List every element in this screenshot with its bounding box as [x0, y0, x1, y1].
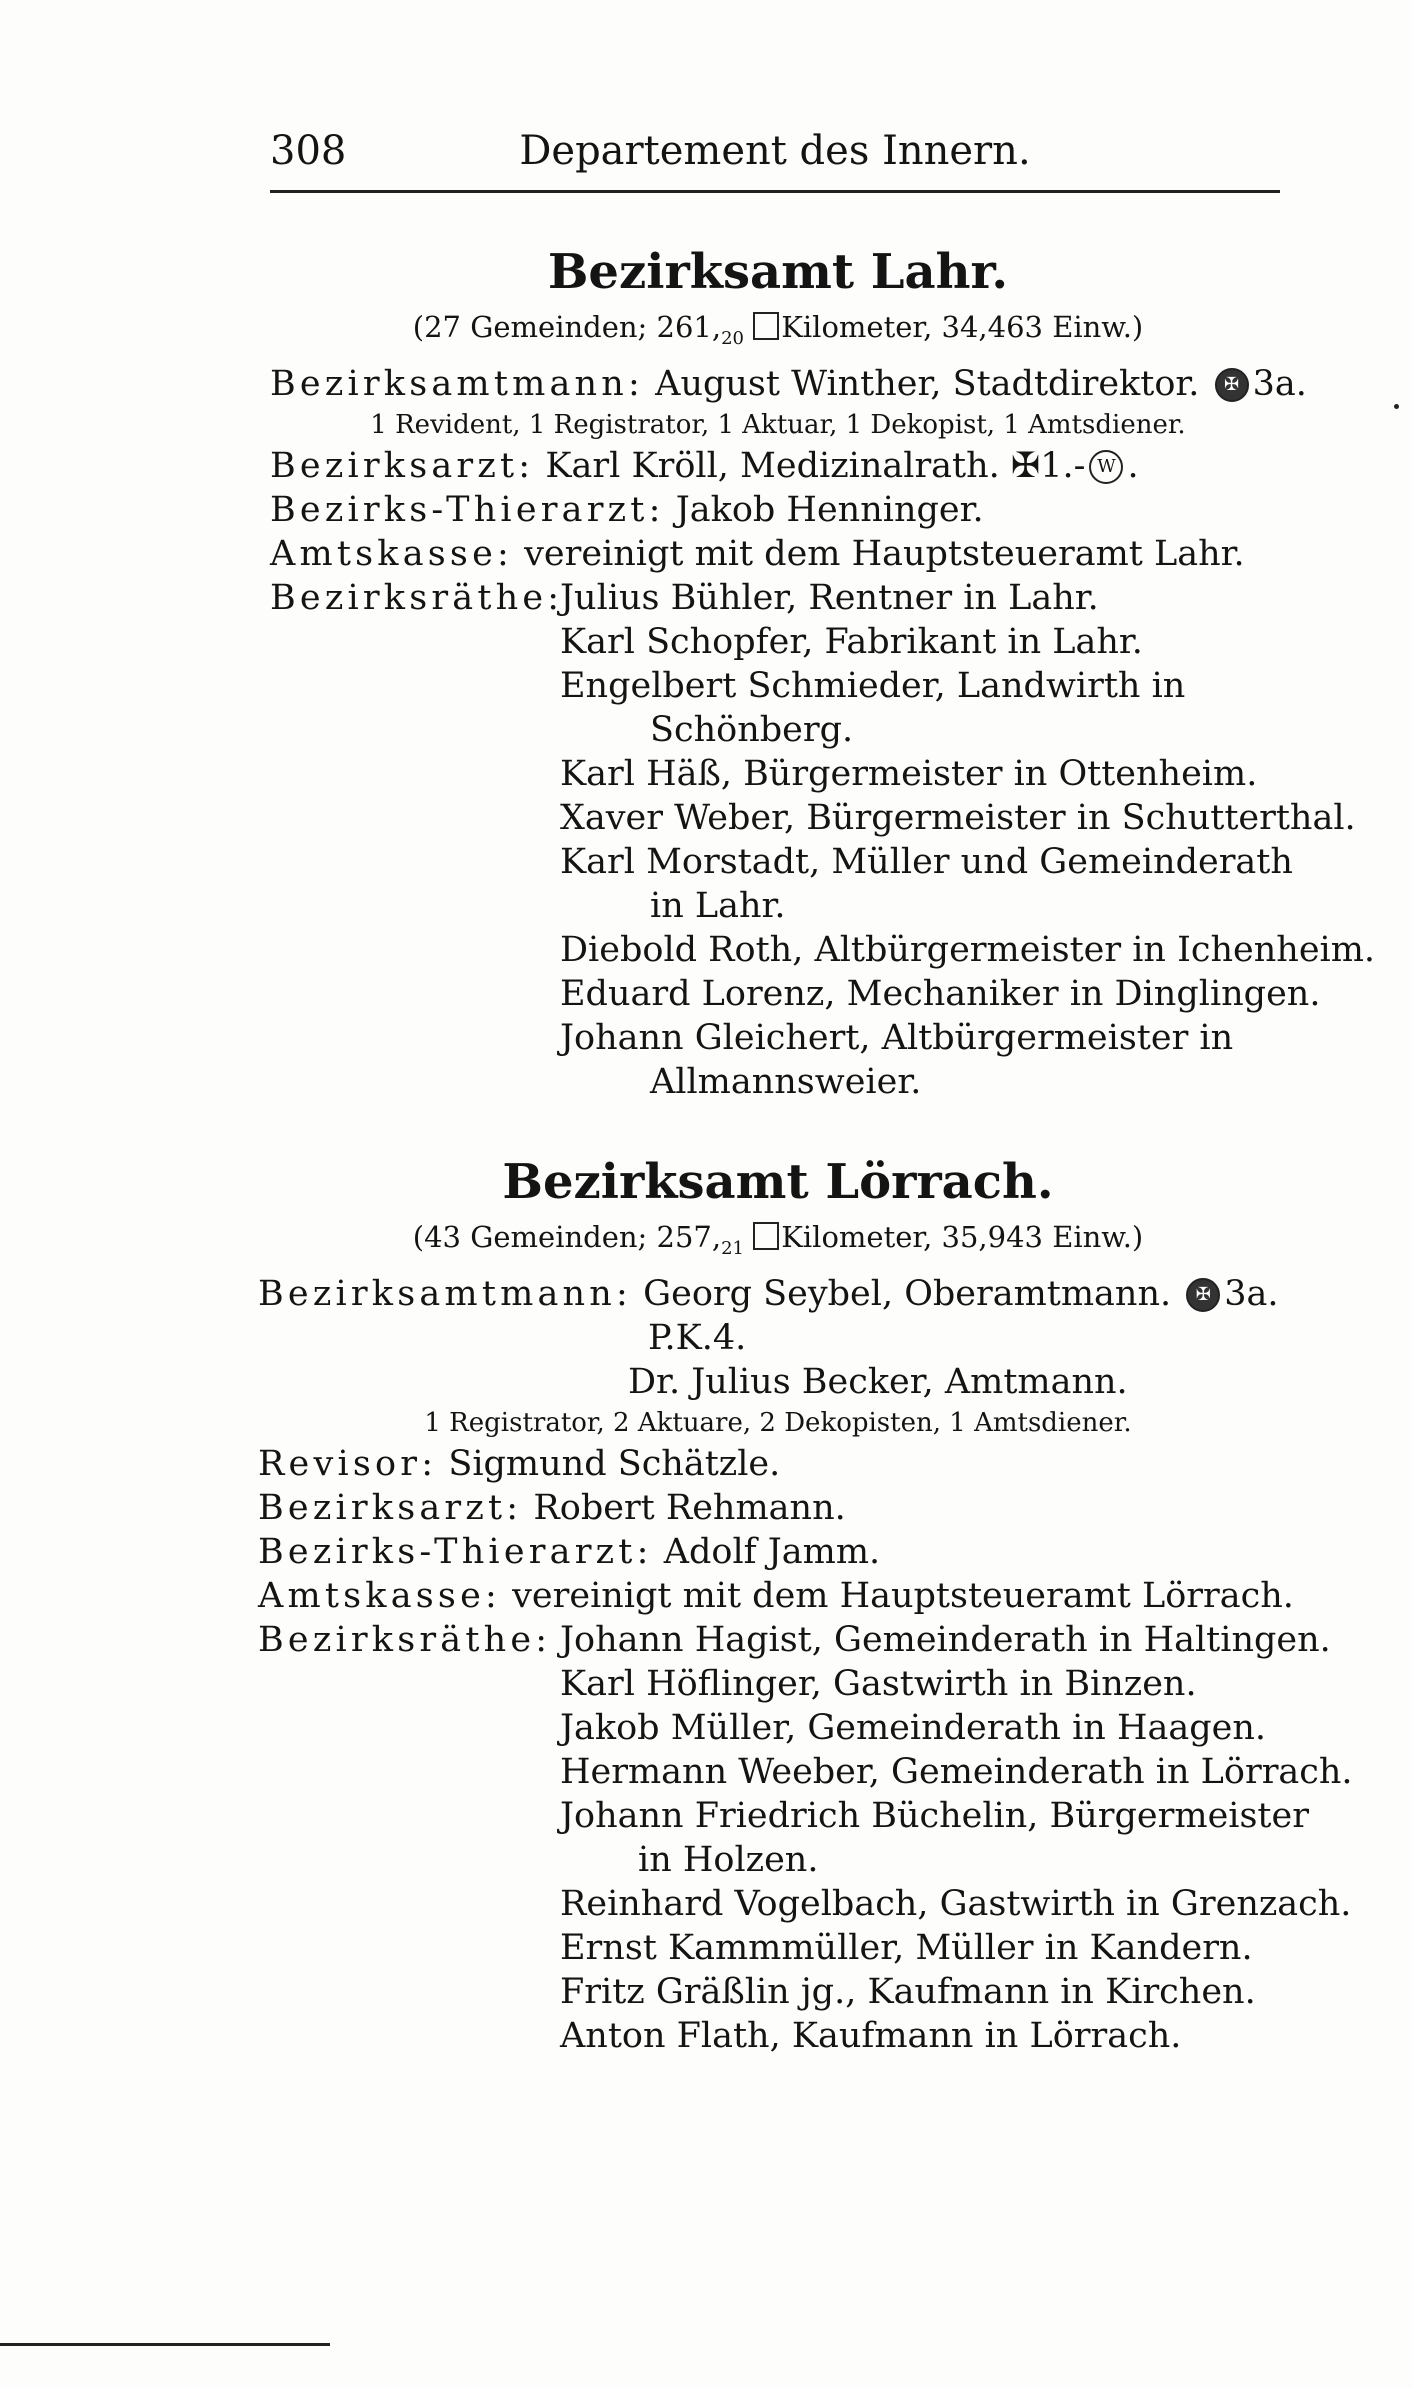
kasse-value: vereinigt mit dem Hauptsteueramt Lörrach. [512, 1575, 1294, 1616]
section-loerrach [258, 1150, 1353, 2058]
amtmann-value: August Winther, Stadtdirektor. [655, 363, 1200, 404]
thierarzt-value: Adolf Jamm. [663, 1531, 881, 1572]
amtmann-line [258, 362, 1307, 406]
rath-entry: Eduard Lorenz, Mechaniker in Dinglingen. [560, 973, 1321, 1014]
amtmann-order-line: P.K.4. [648, 1317, 747, 1358]
thierarzt-value: Jakob Henninger. [675, 489, 984, 530]
thierarzt-line [258, 488, 1298, 532]
section-lahr [258, 240, 1376, 1104]
staff-line: 1 Revident, 1 Registrator, 1 Aktuar, 1 Dekopist, 1 Amtsdiener. [370, 409, 1186, 440]
kasse-line [258, 532, 1298, 576]
kasse-line [258, 1574, 1298, 1618]
thierarzt-label: Bezirks-Thierarzt: [270, 489, 665, 530]
stats-subscript: 20 [721, 327, 745, 349]
raethe-label: Bezirksräthe: [270, 577, 564, 618]
raethe-line [258, 1618, 1331, 1662]
kasse-label: Amtskasse: [270, 533, 513, 574]
rath-entry: Xaver Weber, Bürgermeister in Schutterthal. [560, 797, 1356, 838]
rath-entry: Diebold Roth, Altbürgermeister in Ichenheim. [560, 929, 1376, 970]
stats-text: Kilometer, 35,943 Einw.) [781, 1220, 1144, 1254]
thierarzt-label: Bezirks-Thierarzt: [258, 1531, 653, 1572]
amtmann-value: Georg Seybel, Oberamtmann. [643, 1273, 1172, 1314]
page-number: 308 [270, 128, 347, 174]
amtmann-label: Bezirksamtmann: [258, 1273, 633, 1314]
raethe-line [258, 576, 1298, 620]
rath-entry: Johann Friedrich Büchelin, Bürgermeister [560, 1795, 1309, 1836]
medal-round-icon: W [1089, 450, 1123, 484]
rath-entry: Karl Morstadt, Müller und Gemeinderath [560, 841, 1293, 882]
arzt-label: Bezirksarzt: [258, 1487, 523, 1528]
rath-entry: Anton Flath, Kaufmann in Lörrach. [560, 2015, 1182, 2056]
medal-cross-icon: ✠ [1010, 445, 1041, 486]
revisor-line [258, 1442, 1298, 1486]
revisor-value: Sigmund Schätzle. [448, 1443, 781, 1484]
rath-entry: Reinhard Vogelbach, Gastwirth in Grenzach. [560, 1883, 1352, 1924]
rath-entry: Hermann Weeber, Gemeinderath in Lörrach. [560, 1751, 1353, 1792]
section-title: Bezirksamt Lahr. [547, 244, 1009, 300]
district-stats [258, 304, 1298, 362]
rath-entry: Julius Bühler, Rentner in Lahr. [560, 577, 1099, 618]
stats-text: Kilometer, 34,463 Einw.) [781, 310, 1144, 344]
rath-entry-cont: Schönberg. [650, 709, 854, 750]
order-cross-icon: ✠ [1186, 1278, 1220, 1312]
kasse-value: vereinigt mit dem Hauptsteueramt Lahr. [524, 533, 1245, 574]
amtmann-line [258, 1272, 1298, 1316]
rath-entry: Johann Hagist, Gemeinderath in Haltingen. [560, 1619, 1331, 1660]
rath-entry: Karl Höflinger, Gastwirth in Binzen. [560, 1663, 1197, 1704]
district-stats [258, 1214, 1298, 1272]
order-class: 1.- [1040, 445, 1086, 486]
rath-entry: Ernst Kammmüller, Müller in Kandern. [560, 1927, 1253, 1968]
rath-entry-cont: in Lahr. [650, 885, 786, 926]
rath-entry: Karl Schopfer, Fabrikant in Lahr. [560, 621, 1143, 662]
footer-rule [0, 2343, 330, 2346]
square-km-icon [753, 312, 779, 340]
running-title: Departement des Innern. [519, 128, 1031, 174]
raethe-label: Bezirksräthe: [258, 1619, 552, 1660]
second-official: Dr. Julius Becker, Amtmann. [628, 1361, 1128, 1402]
section-title: Bezirksamt Lörrach. [502, 1154, 1054, 1210]
kasse-label: Amtskasse: [258, 1575, 501, 1616]
arzt-label: Bezirksarzt: [270, 445, 535, 486]
rath-entry-cont: Allmannsweier. [650, 1061, 922, 1102]
rath-entry-cont: in Holzen. [638, 1839, 819, 1880]
thierarzt-line [258, 1530, 1298, 1574]
stats-subscript: 21 [721, 1237, 745, 1259]
page-header [270, 128, 1280, 188]
amtmann-label: Bezirksamtmann: [270, 363, 645, 404]
order-class: 3a. [1224, 1273, 1279, 1314]
rath-entry [258, 664, 1298, 708]
rath-entry: Jakob Müller, Gemeinderath in Haagen. [560, 1707, 1266, 1748]
rath-entry: Johann Gleichert, Altbürgermeister in [560, 1017, 1234, 1058]
ink-speck [1394, 404, 1399, 409]
square-km-icon [753, 1222, 779, 1250]
rath-entry: Karl Häß, Bürgermeister in Ottenheim. [560, 753, 1258, 794]
rath-entry: Fritz Gräßlin jg., Kaufmann in Kirchen. [560, 1971, 1256, 2012]
stats-text: (27 Gemeinden; 261, [412, 310, 722, 344]
staff-line: 1 Registrator, 2 Aktuare, 2 Dekopisten, 1 Amtsdiener. [424, 1407, 1132, 1438]
arzt-line [258, 1486, 1298, 1530]
arzt-value: Robert Rehmann. [533, 1487, 846, 1528]
arzt-value: Karl Kröll, Medizinalrath. [545, 445, 1000, 486]
rath-entry-text: Engelbert Schmieder, Landwirth in [560, 665, 1186, 706]
order-cross-icon: ✠ [1215, 368, 1249, 402]
arzt-line: Bezirksarzt: Karl Kröll, Medizinalrath. ✠1.- W . [270, 445, 1139, 486]
revisor-label: Revisor: [258, 1443, 438, 1484]
stats-text: (43 Gemeinden; 257, [412, 1220, 722, 1254]
header-rule [270, 190, 1280, 193]
order-class: 3a. [1252, 363, 1307, 404]
